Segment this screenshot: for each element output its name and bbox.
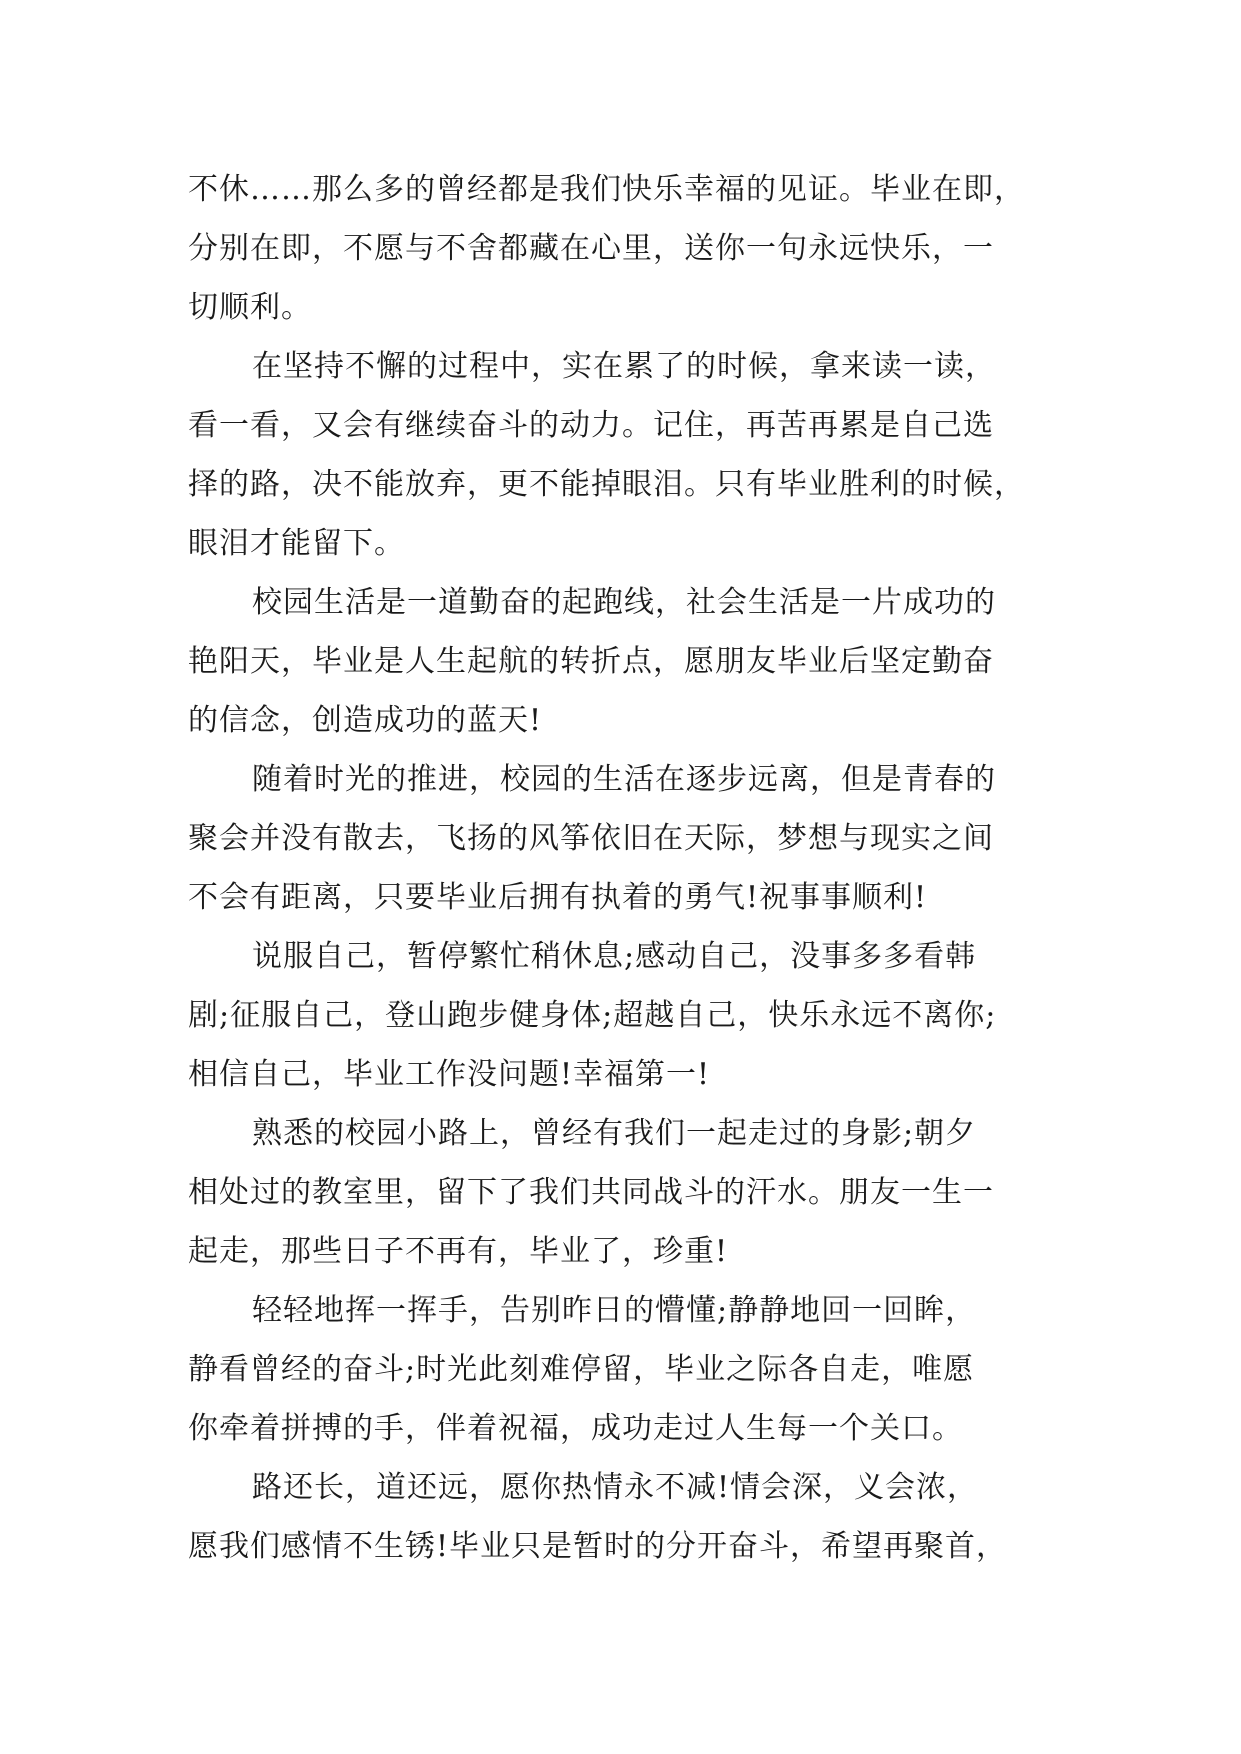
paragraph-first-line: 轻轻地挥一挥手，告别昨日的懵懂;静静地回一回眸， bbox=[252, 1293, 977, 1328]
text-line: 你牵着拼搏的手，伴着祝福，成功走过人生每一个关口。 bbox=[188, 1411, 963, 1446]
text-line: 不休……那么多的曾经都是我们快乐幸福的见证。毕业在即， bbox=[188, 172, 1025, 207]
text-line: 眼泪才能留下。 bbox=[188, 526, 405, 561]
text-line: 切顺利。 bbox=[188, 290, 312, 325]
text-line: 看一看，又会有继续奋斗的动力。记住，再苦再累是自己选 bbox=[188, 408, 994, 443]
text-line: 艳阳天，毕业是人生起航的转折点，愿朋友毕业后坚定勤奋 bbox=[188, 644, 994, 679]
text-line: 静看曾经的奋斗;时光此刻难停留，毕业之际各自走，唯愿 bbox=[188, 1352, 975, 1387]
paragraph-first-line: 说服自己，暂停繁忙稍休息;感动自己，没事多多看韩 bbox=[252, 939, 977, 974]
document-body bbox=[188, 160, 1088, 1576]
text-line: 聚会并没有散去，飞扬的风筝依旧在天际，梦想与现实之间 bbox=[188, 821, 994, 856]
paragraph-first-line: 路还长，道还远，愿你热情永不减!情会深，义会浓， bbox=[252, 1470, 979, 1505]
text-line: 相信自己，毕业工作没问题!幸福第一! bbox=[188, 1057, 711, 1092]
text-line: 愿我们感情不生锈!毕业只是暂时的分开奋斗，希望再聚首， bbox=[188, 1529, 1008, 1564]
text-line: 分别在即，不愿与不舍都藏在心里，送你一句永远快乐，一 bbox=[188, 231, 994, 266]
text-line: 剧;征服自己，登山跑步健身体;超越自己，快乐永远不离你; bbox=[188, 998, 997, 1033]
paragraph-first-line: 随着时光的推进，校园的生活在逐步远离，但是青春的 bbox=[252, 762, 996, 797]
paragraph-first-line: 熟悉的校园小路上，曾经有我们一起走过的身影;朝夕 bbox=[252, 1116, 977, 1151]
text-line: 相处过的教室里，留下了我们共同战斗的汗水。朋友一生一 bbox=[188, 1175, 994, 1210]
paragraph-first-line: 在坚持不懈的过程中，实在累了的时候，拿来读一读， bbox=[252, 349, 996, 384]
text-line: 的信念，创造成功的蓝天! bbox=[188, 703, 543, 738]
text-line: 不会有距离，只要毕业后拥有执着的勇气!祝事事顺利! bbox=[188, 880, 928, 915]
paragraph-first-line: 校园生活是一道勤奋的起跑线，社会生活是一片成功的 bbox=[252, 585, 996, 620]
text-line: 择的路，决不能放弃，更不能掉眼泪。只有毕业胜利的时候， bbox=[188, 467, 1025, 502]
text-line: 起走，那些日子不再有，毕业了，珍重! bbox=[188, 1234, 729, 1269]
